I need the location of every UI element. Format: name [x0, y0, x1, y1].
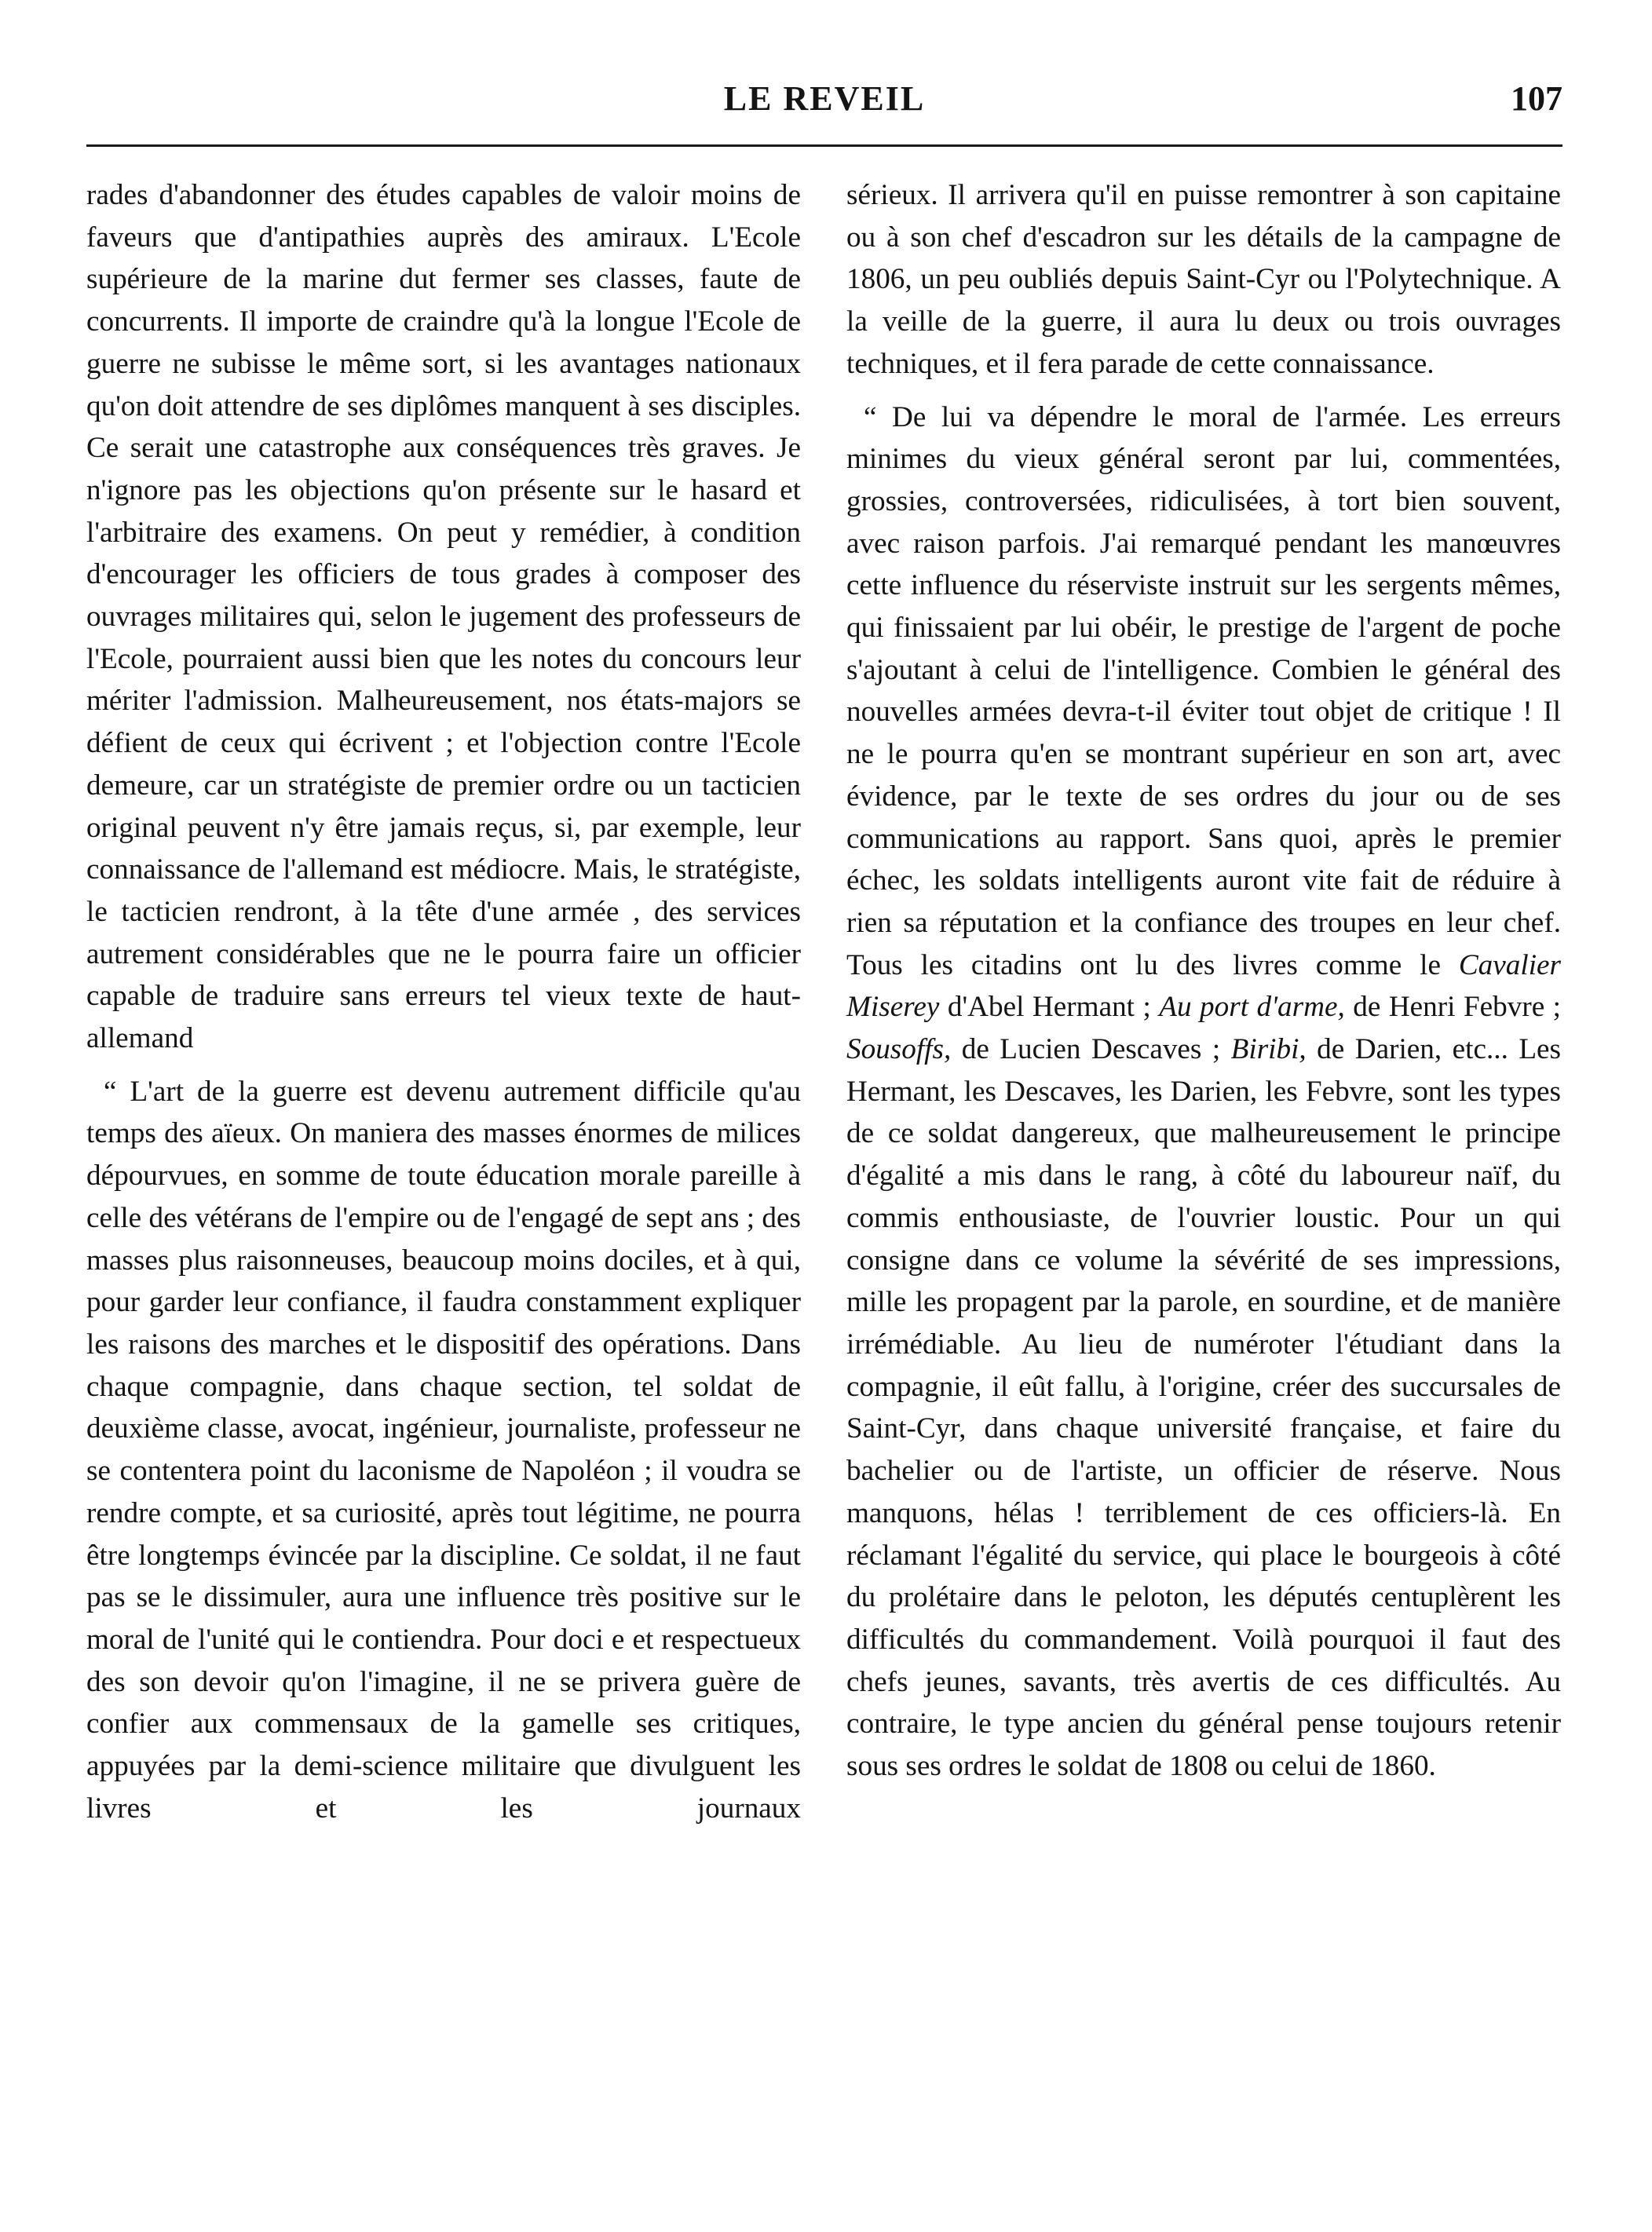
paragraph: rades d'abandonner des études capables de valoir moins de faveurs que d'antipathies auprès des amiraux. L'Ecole supérieure de la marine dut fermer ses classes, faute de concurrents. Il importe de craindre qu'à la longue l'Ecole de guerre ne subisse le même sort, si les avantages nationaux qu'on doit attendre de ses diplômes manquent à ses disciples. Ce serait une catastrophe aux conséquences très graves. Je n'ignore pas les objections qu'on présente sur le hasard et l'arbitraire des examens. On peut y remédier, à condition d'encourager les officiers de tous grades à composer des ouvrages militaires qui, selon le jugement des professeurs de l'Ecole, pourraient aussi bien que les notes du concours leur mériter l'admission. Malheureusement, nos états-majors se défient de ceux qui écrivent ; et l'objection contre l'Ecole demeure, car un stratégiste de premier ordre ou un tacticien original peuvent n'y être jamais reçus, si, par exemple, leur connaissance de l'allemand est médiocre. Mais, le stratégiste, le tacticien rendront, à la tête d'une armée , des services autrement considérables que ne le pourra faire un officier capable de traduire sans erreurs tel vieux texte de haut-allemand — [86, 179, 801, 1055]
text-run: “ De lui va dépendre le moral de l'armée. Les erreurs minimes du vieux général seront par lui, commentées, grossies, controversées, ridiculisées, à tort bien souvent, avec raison parfois. J'ai remarqué pendant les manœuvres cette influence du réserviste instruit sur les sergents mêmes, qui finissaient par lui obéir, le prestige de l'argent de poche s'ajoutant à celui de l'intelligence. Combien le général des nouvelles armées devra-t-il éviter tout objet de critique ! Il ne le pourra qu'en se montrant supérieur en son art, avec évidence, par le texte de ses ordres du jour ou de ses communications au rapport. Sans quoi, après le premier échec, les soldats intelligents auront vite fait de réduire à rien sa réputation et la confiance des troupes en leur chef. Tous les citadins ont lu des livres comme le — [846, 400, 1561, 981]
book-title: Cavalier Miserey — [846, 948, 1562, 1024]
text-run: de Lucien Descaves ; — [961, 1033, 1221, 1066]
running-title: LE REVEIL — [723, 79, 926, 118]
page-header — [86, 79, 1562, 135]
text-run: de Henri Febvre ; — [1353, 991, 1562, 1024]
paragraph: “ L'art de la guerre est devenu autrement difficile qu'au temps des aïeux. On maniera des masses énormes de milices dépourvues, en somme de toute éducation morale pareille à celle des vétérans de l'empire ou de l'engagé de sept ans ; des masses plus raisonneuses, beaucoup moins dociles, et à qui, pour garder leur confiance, il faudra constamment expliquer les raisons des marches et le dispositif des opérations. Dans chaque compagnie, dans chaque section, tel soldat de deuxième classe, avocat, ingénieur, journaliste, professeur ne se contentera point du laconisme de Napoléon ; il voudra se rendre compte, et sa curiosité, après tout légitime, ne pourra être longtemps évincée par la discipline. Ce soldat, il ne faut pas se le dissimuler, aura une influence très positive sur le moral de l'unité qui le contiendra. Pour doci e et respectueux des son devoir qu'on l'imagine, il ne se privera guère de confier aux commensaux de la gamelle ses critiques, appuyées par la demi-science militaire que divulguent les livres et les journaux — [86, 1075, 801, 1825]
page-number: 107 — [1511, 79, 1562, 118]
text-run: d'Abel Hermant ; — [947, 991, 1151, 1024]
paragraph: sérieux. Il arrivera qu'il en puisse remontrer à son capitaine ou à son chef d'escadron sur les détails de la campagne de 1806, un peu oubliés depuis Saint-Cyr ou l'Polytechnique. A la veille de la guerre, il aura lu deux ou trois ouvrages techniques, et il fera parade de cette connaissance. — [846, 179, 1561, 380]
book-title: Au port d'arme, — [1159, 991, 1345, 1024]
right-column — [846, 174, 1561, 1788]
paragraph — [846, 396, 1561, 1788]
book-title: Biribi, — [1230, 1033, 1307, 1066]
left-column — [86, 174, 801, 1829]
text-run: de Darien, etc... Les Hermant, les Descaves, les Darien, les Febvre, sont les types de ce soldat dangereux, que malheureusement le principe d'égalité a mis dans le rang, à côté du laboureur naïf, du commis enthousiaste, de l'ouvrier loustic. Pour un qui consigne dans ce volume la sévérité de ses impressions, mille les propagent par la parole, en sourdine, et de manière irrémédiable. Au lieu de numéroter l'étudiant dans la compagnie, il eût fallu, à l'origine, créer des succursales de Saint-Cyr, dans chaque université française, et faire du bachelier ou de l'artiste, un officier de réserve. Nous manquons, hélas ! terriblement de ces officiers-là. En réclamant l'égalité du service, qui place le bourgeois à côté du prolétaire dans le peloton, les députés centuplèrent les difficultés du commandement. Voilà pourquoi il faut des chefs jeunes, savants, très avertis de ces difficultés. Au contraire, le type ancien du général pense toujours retenir sous ses ordres le soldat de 1808 ou celui de 1860. — [846, 1033, 1562, 1783]
header-rule — [86, 144, 1562, 147]
book-title: Sousoffs, — [846, 1033, 952, 1066]
